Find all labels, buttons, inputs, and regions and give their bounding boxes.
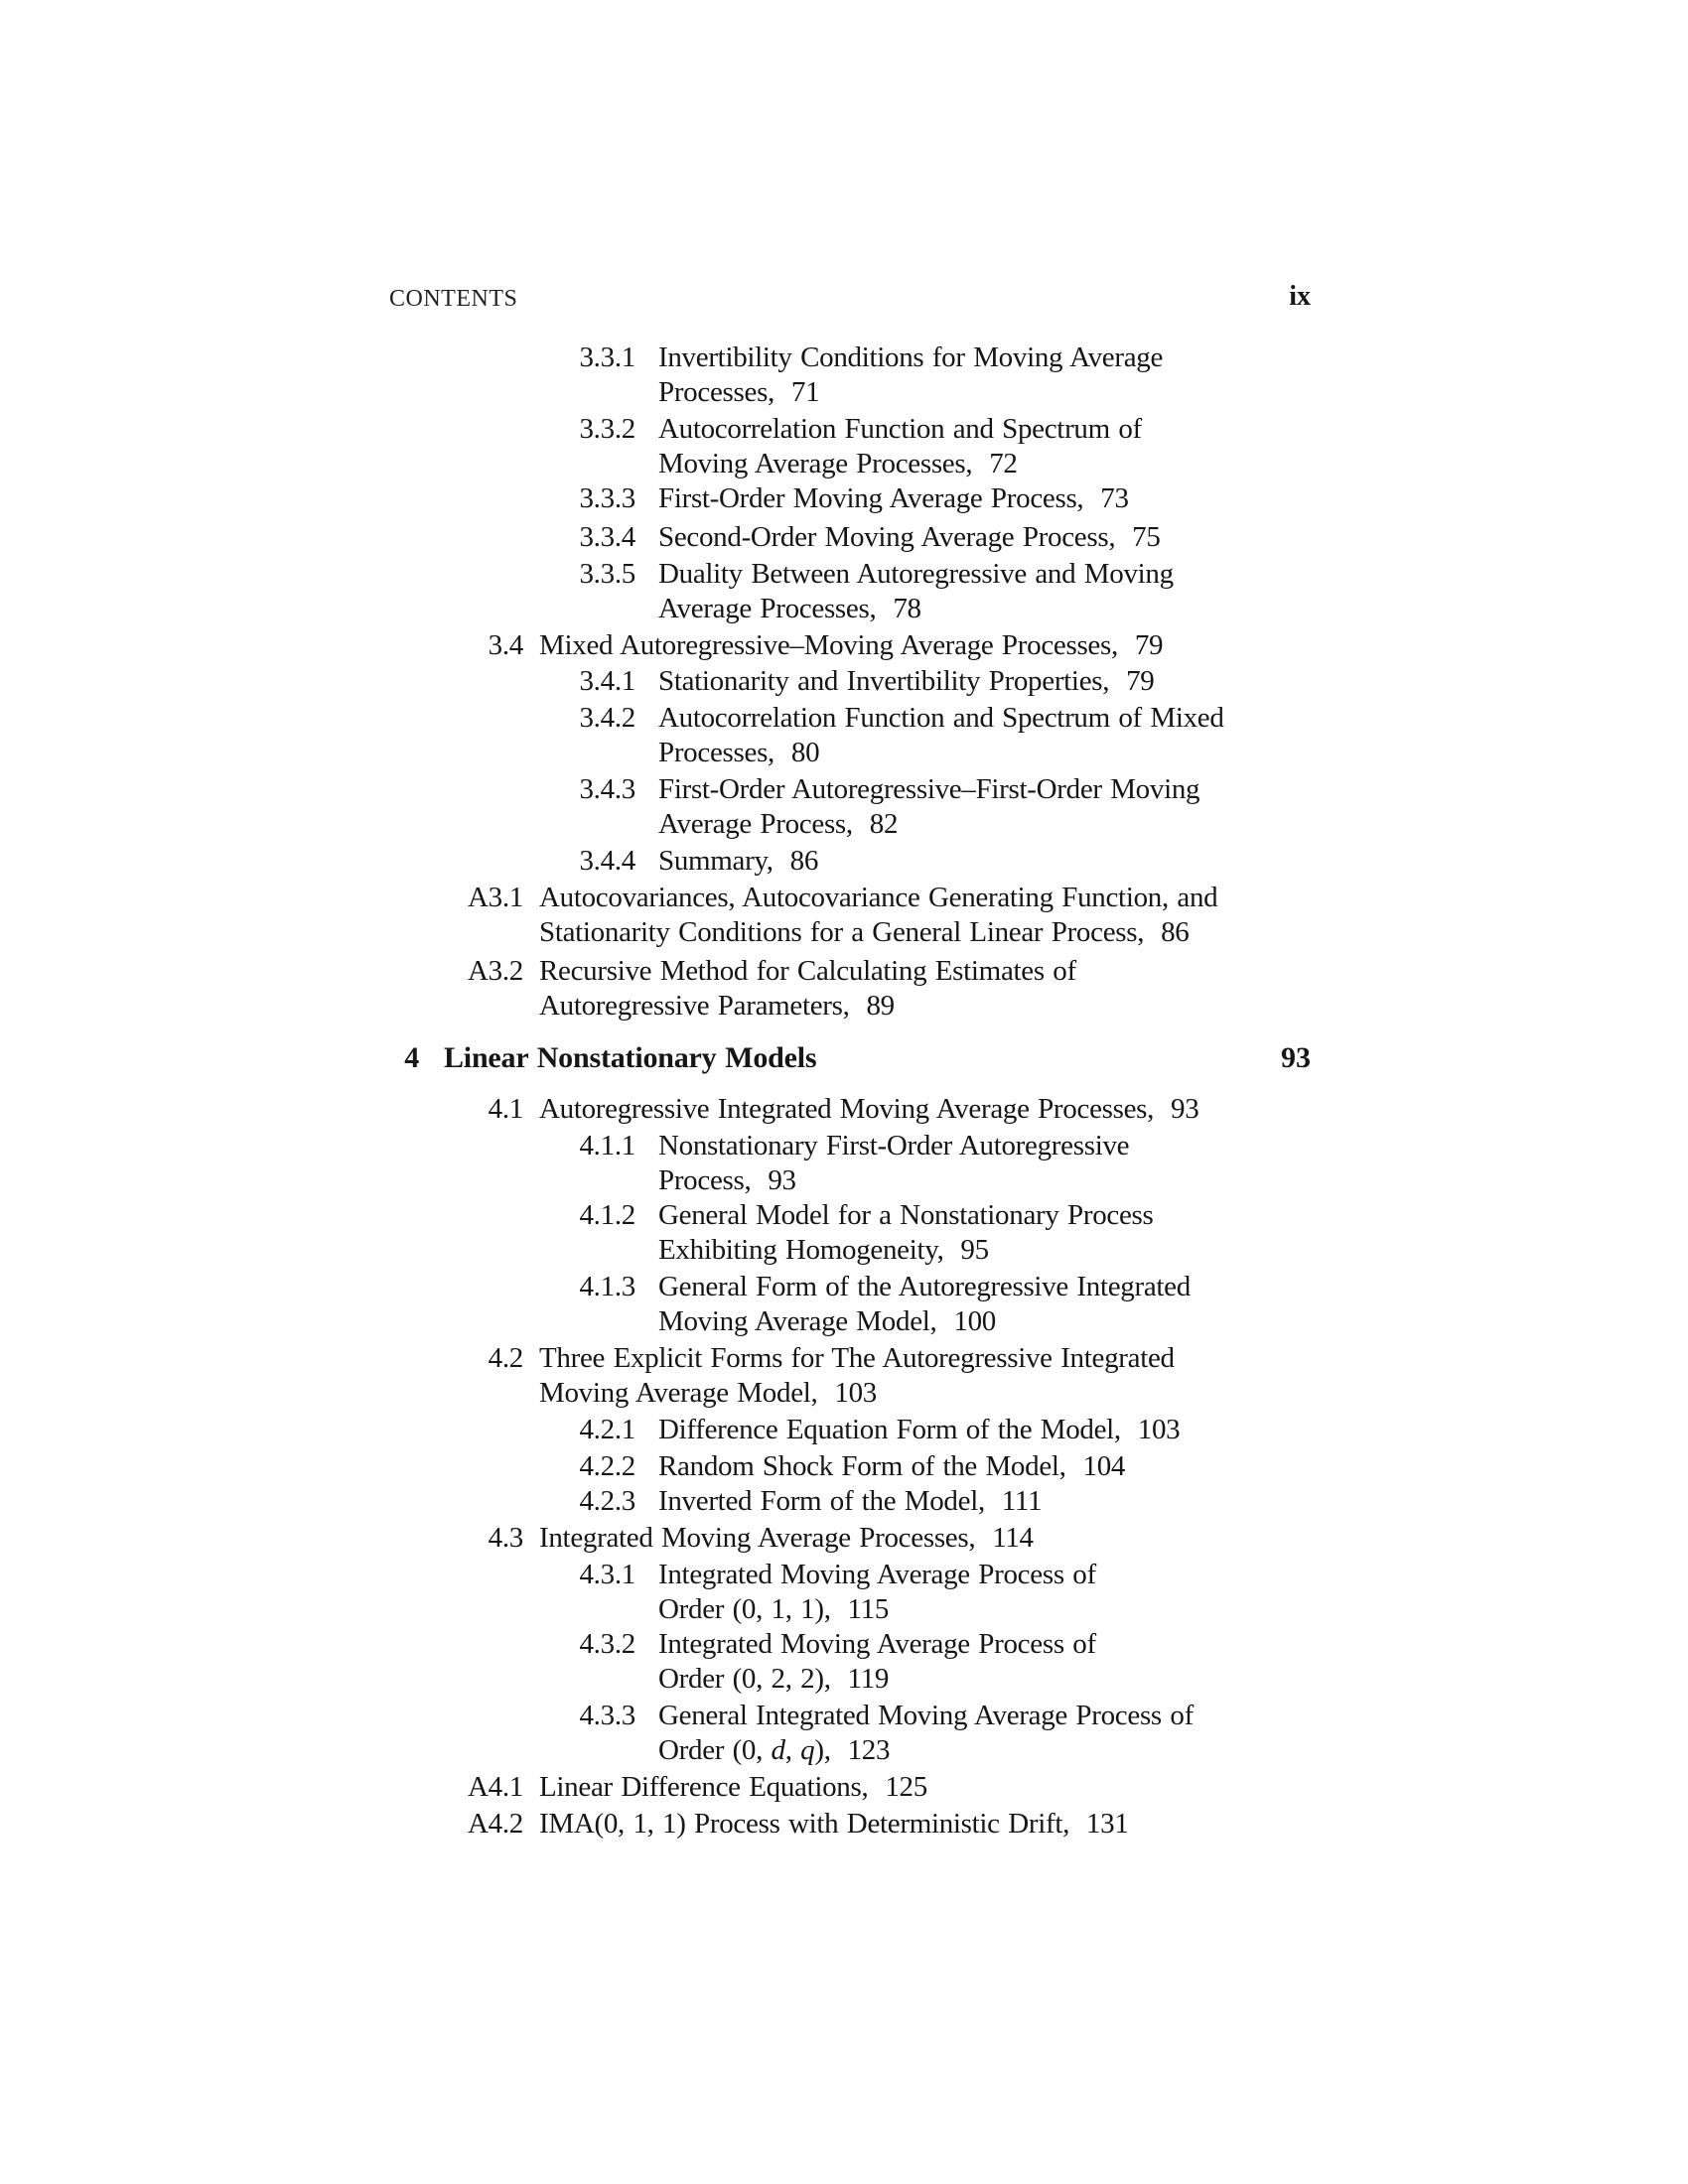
running-header-title: CONTENTS <box>389 286 518 312</box>
entry-number: 4.3.2 <box>579 1628 635 1660</box>
entry-number: 4.3.3 <box>579 1700 635 1731</box>
entry-text-line: IMA(0, 1, 1) Process with Deterministic Drift, 131 <box>539 1808 1129 1840</box>
entry-text-line: Order (0, 1, 1), 115 <box>658 1593 890 1625</box>
toc-entry <box>576 1449 1450 1484</box>
entry-text <box>658 1484 1450 1519</box>
entry-text <box>658 1699 1450 1768</box>
entry-text <box>539 628 1434 663</box>
order-prefix: Order (0, <box>658 1734 772 1766</box>
entry-text-line: Random Shock Form of the Model, 104 <box>658 1450 1126 1482</box>
entry-text-line-math <box>658 1733 1450 1768</box>
entry-text-line: First-Order Moving Average Process, 73 <box>658 482 1129 514</box>
entry-text <box>539 1092 1434 1127</box>
toc-entry <box>461 1807 1434 1842</box>
entry-text <box>539 1521 1434 1556</box>
entry-text-line: Process, 93 <box>658 1164 796 1196</box>
toc-entry <box>576 412 1450 481</box>
entry-text-line: Integrated Moving Average Processes, 114 <box>539 1522 1034 1554</box>
entry-number: 3.3.5 <box>579 558 635 590</box>
entry-text-line: Moving Average Model, 100 <box>658 1305 996 1337</box>
chapter-title-text: Linear Nonstationary Models <box>444 1041 817 1074</box>
entry-number: 4.1.1 <box>579 1130 635 1161</box>
entry-number: 3.3.1 <box>579 341 635 373</box>
entry-text <box>539 954 1434 1024</box>
toc-entry <box>461 1770 1434 1805</box>
entry-text-line: Second-Order Moving Average Process, 75 <box>658 521 1161 553</box>
entry-number: 4.3.1 <box>579 1559 635 1590</box>
entry-number: A3.1 <box>468 882 523 913</box>
entry-text <box>658 1270 1450 1339</box>
entry-number: 3.4 <box>488 629 523 661</box>
entry-text <box>658 1413 1450 1447</box>
entry-text-line: Three Explicit Forms for The Autoregressive Integrated <box>539 1342 1175 1374</box>
toc-entry <box>576 1484 1450 1519</box>
entry-text-line: Autocorrelation Function and Spectrum of <box>658 413 1142 445</box>
toc-entry <box>576 341 1450 410</box>
entry-number: 4.3 <box>488 1522 523 1554</box>
entry-number: 3.3.4 <box>579 521 635 553</box>
toc-entry <box>576 1413 1450 1447</box>
entry-number: 4.2.1 <box>579 1414 635 1445</box>
entry-number: 4.2.2 <box>579 1450 635 1482</box>
toc-entry <box>576 1627 1450 1697</box>
toc-entry <box>576 1129 1450 1198</box>
entry-text-line: Integrated Moving Average Process of <box>658 1628 1096 1660</box>
entry-text <box>658 520 1450 555</box>
entry-number: 3.4.3 <box>579 773 635 805</box>
toc-entry <box>461 1092 1434 1127</box>
entry-text-line: Stationarity Conditions for a General Linear Process, 86 <box>539 916 1190 948</box>
entry-text <box>658 1449 1450 1484</box>
entry-text <box>658 772 1450 842</box>
math-var-d: d <box>771 1734 785 1766</box>
chapter-heading <box>404 1040 1397 1075</box>
toc-entry <box>576 481 1450 516</box>
entry-text <box>658 664 1450 699</box>
entry-text-line: General Integrated Moving Average Process of <box>658 1700 1194 1731</box>
entry-text <box>539 1770 1434 1805</box>
entry-text-line: Autocovariances, Autocovariance Generating Function, and <box>539 882 1218 913</box>
entry-text <box>539 881 1434 950</box>
entry-number: 3.3.2 <box>579 413 635 445</box>
entry-number: 3.3.3 <box>579 482 635 514</box>
entry-text <box>658 1558 1450 1627</box>
toc-entry <box>576 701 1450 770</box>
entry-text-line: Order (0, 2, 2), 119 <box>658 1663 890 1695</box>
entry-text <box>658 1129 1450 1198</box>
entry-number: 4.1 <box>488 1093 523 1125</box>
page-roman-numeral: ix <box>1289 281 1311 312</box>
entry-text-line: Duality Between Autoregressive and Moving <box>658 558 1174 590</box>
entry-text-line: General Form of the Autoregressive Integrated <box>658 1271 1191 1302</box>
entry-text-line: Average Processes, 78 <box>658 593 921 624</box>
toc-entry <box>576 1699 1450 1768</box>
toc-entry <box>576 520 1450 555</box>
entry-text <box>539 1807 1434 1842</box>
math-var-q: q <box>800 1734 815 1766</box>
entry-text-line: Inverted Form of the Model, 111 <box>658 1485 1043 1517</box>
entry-text-line: Autocorrelation Function and Spectrum of Mixed <box>658 702 1224 734</box>
entry-text-line: General Model for a Nonstationary Process <box>658 1199 1154 1231</box>
entry-text-line: Moving Average Processes, 72 <box>658 448 1018 479</box>
entry-text <box>658 1627 1450 1697</box>
toc-entry <box>576 772 1450 842</box>
toc-entry <box>461 881 1434 950</box>
toc-entry <box>461 628 1434 663</box>
chapter-title <box>444 1040 1397 1075</box>
toc-entry <box>576 664 1450 699</box>
order-separator: , <box>784 1734 801 1766</box>
entry-text <box>658 701 1450 770</box>
entry-text-line: Recursive Method for Calculating Estimates of <box>539 955 1076 987</box>
order-suffix: ), 123 <box>814 1734 891 1766</box>
toc-entry <box>576 844 1450 879</box>
entry-number: A4.1 <box>468 1771 523 1803</box>
entry-text <box>658 844 1450 879</box>
entry-text <box>658 557 1450 626</box>
entry-text <box>658 341 1450 410</box>
toc-entry <box>576 557 1450 626</box>
entry-text-line: Exhibiting Homogeneity, 95 <box>658 1234 989 1266</box>
toc-entry <box>576 1198 1450 1268</box>
entry-number: 3.4.2 <box>579 702 635 734</box>
entry-text-line: Invertibility Conditions for Moving Average <box>658 341 1164 373</box>
entry-text <box>658 1198 1450 1268</box>
entry-number: A4.2 <box>468 1808 523 1840</box>
entry-number: 3.4.4 <box>579 845 635 877</box>
entry-text <box>658 412 1450 481</box>
entry-number: 4.1.3 <box>579 1271 635 1302</box>
entry-number: A3.2 <box>468 955 523 987</box>
entry-text-line: Average Process, 82 <box>658 808 899 840</box>
entry-text-line: Processes, 80 <box>658 737 820 768</box>
chapter-number: 4 <box>404 1041 419 1074</box>
entry-number: 4.1.2 <box>579 1199 635 1231</box>
entry-text-line: Autoregressive Integrated Moving Average Processes, 93 <box>539 1093 1199 1125</box>
toc-entry <box>461 1521 1434 1556</box>
entry-text-line: Mixed Autoregressive–Moving Average Processes, 79 <box>539 629 1164 661</box>
entry-text-line: Processes, 71 <box>658 376 820 408</box>
entry-text-line: Moving Average Model, 103 <box>539 1377 877 1409</box>
entry-text-line: Nonstationary First-Order Autoregressive <box>658 1130 1130 1161</box>
entry-number: 4.2 <box>488 1342 523 1374</box>
toc-entry <box>461 1341 1434 1411</box>
entry-text-line: Linear Difference Equations, 125 <box>539 1771 927 1803</box>
toc-entry <box>461 954 1434 1024</box>
entry-text <box>539 1341 1434 1411</box>
toc-entry <box>576 1270 1450 1339</box>
toc-entry <box>576 1558 1450 1627</box>
chapter-page-number: 93 <box>1281 1041 1311 1074</box>
entry-text-line: Autoregressive Parameters, 89 <box>539 990 895 1022</box>
entry-text-line: Stationarity and Invertibility Properties, 79 <box>658 665 1155 697</box>
entry-text-line: First-Order Autoregressive–First-Order Moving <box>658 773 1200 805</box>
entry-text-line: Summary, 86 <box>658 845 819 877</box>
entry-number: 4.2.3 <box>579 1485 635 1517</box>
entry-text <box>658 481 1450 516</box>
entry-text-line: Difference Equation Form of the Model, 103 <box>658 1414 1181 1445</box>
entry-text-line: Integrated Moving Average Process of <box>658 1559 1096 1590</box>
entry-number: 3.4.1 <box>579 665 635 697</box>
